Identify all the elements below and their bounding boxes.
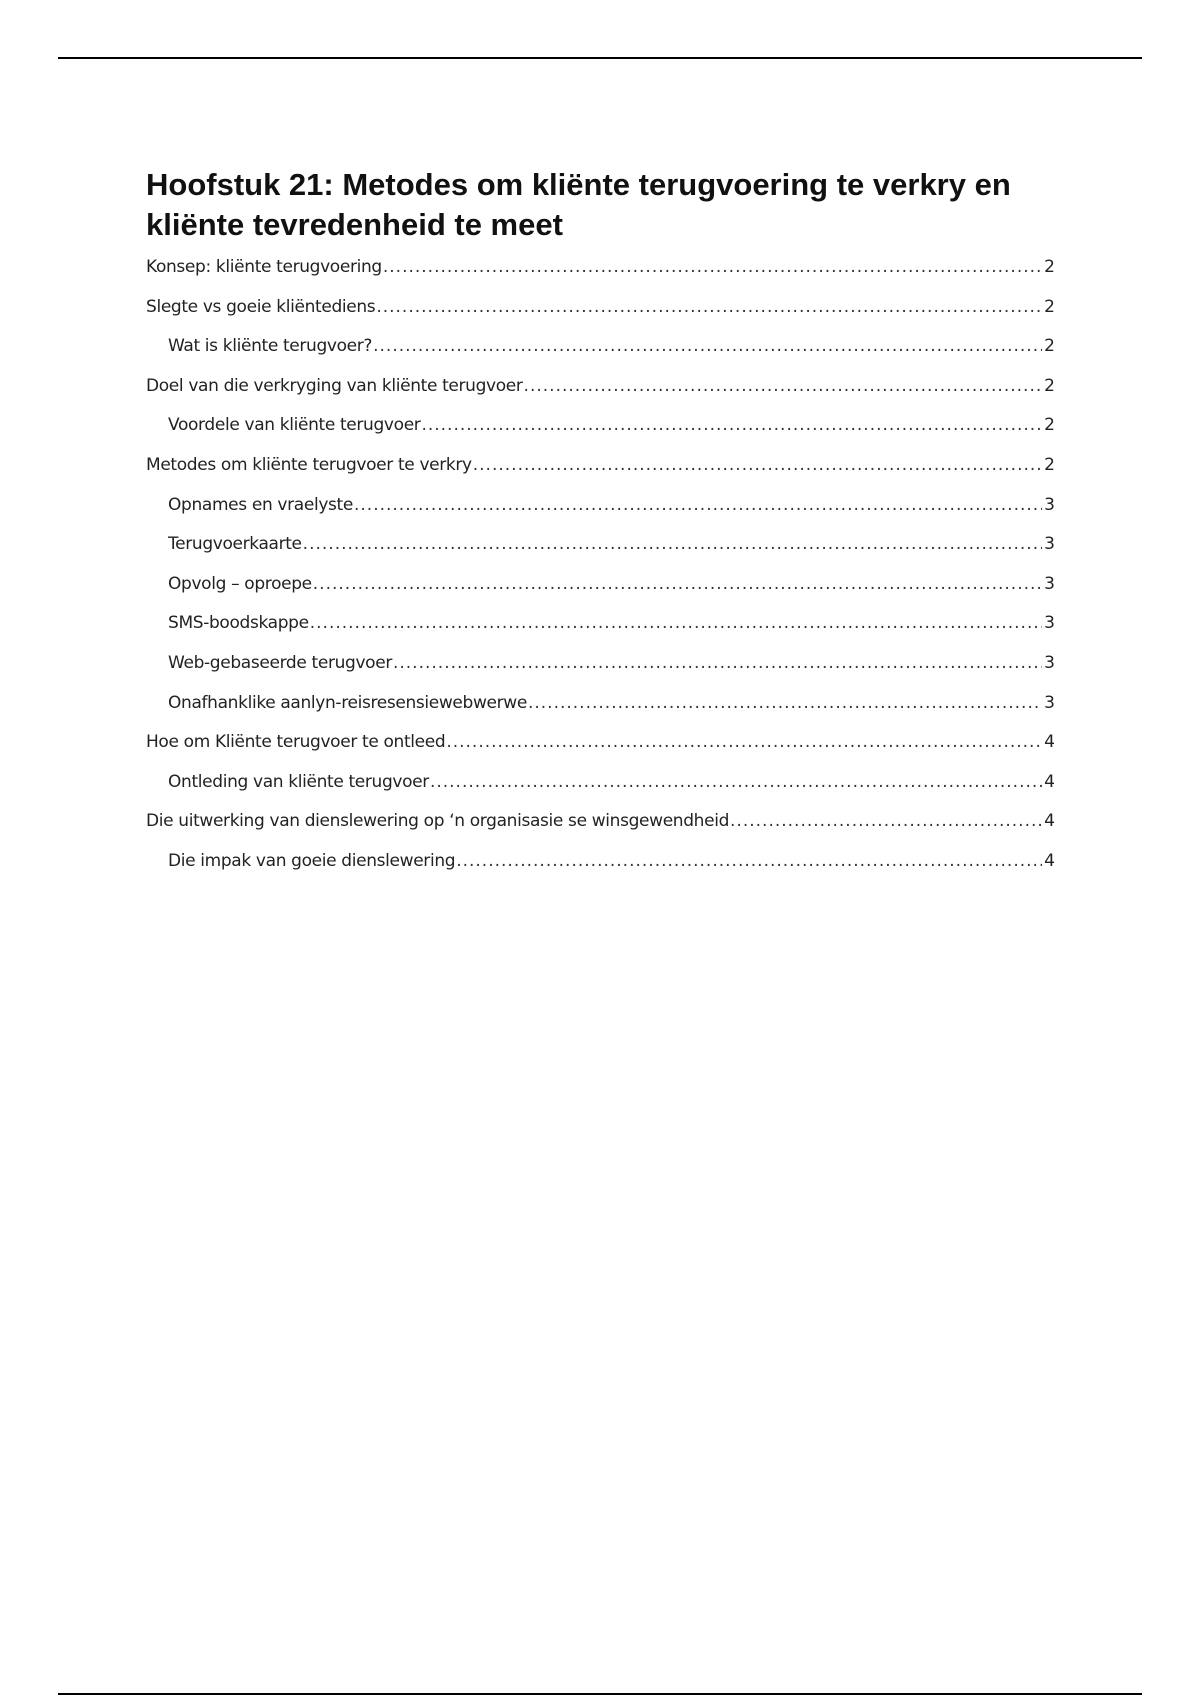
toc-page-number: 3 — [1044, 652, 1055, 673]
toc-page-number: 2 — [1044, 257, 1055, 277]
toc-entry-text: Metodes om kliënte terugvoer te verkry — [146, 454, 472, 475]
toc-entry[interactable] — [146, 534, 1055, 574]
footer-rule — [58, 1693, 1142, 1695]
toc-entry[interactable] — [146, 732, 1055, 772]
toc-entry[interactable] — [146, 297, 1055, 337]
toc-leader-dots — [446, 732, 1042, 752]
toc-entry[interactable] — [146, 851, 1055, 891]
toc-page-number: 2 — [1044, 336, 1055, 357]
toc-entry-text: Hoe om Kliënte terugvoer te ontleed — [146, 732, 446, 753]
toc-entry[interactable] — [146, 376, 1055, 416]
chapter-title-line-2: kliënte tevredenheid te meet — [146, 207, 563, 242]
toc-page-number: 4 — [1044, 811, 1055, 832]
toc-entry-text: Voordele van kliënte terugvoer — [168, 415, 421, 436]
toc-leader-dots — [303, 534, 1043, 554]
toc-page-number: 4 — [1044, 732, 1055, 753]
toc-page-number: 3 — [1044, 573, 1055, 594]
toc-entry[interactable] — [146, 455, 1055, 495]
toc-leader-dots — [473, 455, 1042, 475]
toc-leader-dots — [528, 693, 1042, 713]
toc-leader-dots — [310, 613, 1042, 633]
toc-entry-text: Die impak van goeie dienslewering — [168, 850, 456, 871]
toc-entry-text: Web-gebaseerde terugvoer — [168, 652, 392, 673]
toc-leader-dots — [354, 495, 1042, 515]
toc-entry[interactable] — [146, 495, 1055, 535]
toc-entry-text: Doel van die verkryging van kliënte terugvoer — [146, 375, 523, 396]
toc-entry-text: Wat is kliënte terugvoer? — [168, 336, 373, 357]
toc-leader-dots — [456, 851, 1042, 871]
toc-entry-text: Terugvoerkaarte — [168, 534, 302, 555]
toc-entry[interactable] — [146, 574, 1055, 614]
toc-page-number: 2 — [1044, 296, 1055, 317]
toc-entry-text: SMS-boodskappe — [168, 613, 309, 634]
chapter-title-line-1: Hoofstuk 21: Metodes om kliënte terugvoering te verkry en — [146, 167, 1011, 202]
toc-entry[interactable] — [146, 336, 1055, 376]
toc-leader-dots — [430, 772, 1042, 792]
toc-leader-dots — [730, 811, 1042, 831]
header-rule — [58, 57, 1142, 59]
toc-entry[interactable] — [146, 811, 1055, 851]
toc-entry[interactable] — [146, 415, 1055, 455]
toc-page-number: 4 — [1044, 850, 1055, 871]
toc-entry-text: Opnames en vraelyste — [168, 494, 353, 515]
toc-entry[interactable] — [146, 257, 1055, 297]
toc-entry[interactable] — [146, 772, 1055, 812]
toc-page-number: 3 — [1044, 692, 1055, 713]
toc-leader-dots — [393, 653, 1042, 673]
toc-page-number: 3 — [1044, 613, 1055, 634]
toc-entry-text: Opvolg – oproepe — [168, 573, 312, 594]
chapter-title — [146, 165, 1055, 245]
toc-page-number: 2 — [1044, 415, 1055, 436]
toc-leader-dots — [421, 415, 1042, 435]
toc-entry-text: Slegte vs goeie kliëntediens — [146, 296, 376, 317]
table-of-contents — [146, 257, 1055, 891]
toc-leader-dots — [524, 376, 1043, 396]
toc-entry[interactable] — [146, 693, 1055, 733]
toc-entry[interactable] — [146, 613, 1055, 653]
toc-page-number: 3 — [1044, 534, 1055, 555]
toc-entry-text: Die uitwerking van dienslewering op ‘n organisasie se winsgewendheid — [146, 811, 730, 832]
toc-entry-text: Ontleding van kliënte terugvoer — [168, 771, 429, 792]
toc-page-number: 2 — [1044, 375, 1055, 396]
toc-leader-dots — [383, 257, 1042, 277]
toc-page-number: 2 — [1044, 454, 1055, 475]
toc-leader-dots — [373, 336, 1042, 356]
toc-entry-text: Onafhanklike aanlyn-reisresensiewebwerwe — [168, 692, 527, 713]
toc-entry-text: Konsep: kliënte terugvoering — [146, 257, 382, 277]
toc-leader-dots — [313, 574, 1042, 594]
toc-leader-dots — [376, 297, 1042, 317]
document-body — [146, 165, 1055, 891]
toc-entry[interactable] — [146, 653, 1055, 693]
toc-page-number: 4 — [1044, 771, 1055, 792]
toc-page-number: 3 — [1044, 494, 1055, 515]
